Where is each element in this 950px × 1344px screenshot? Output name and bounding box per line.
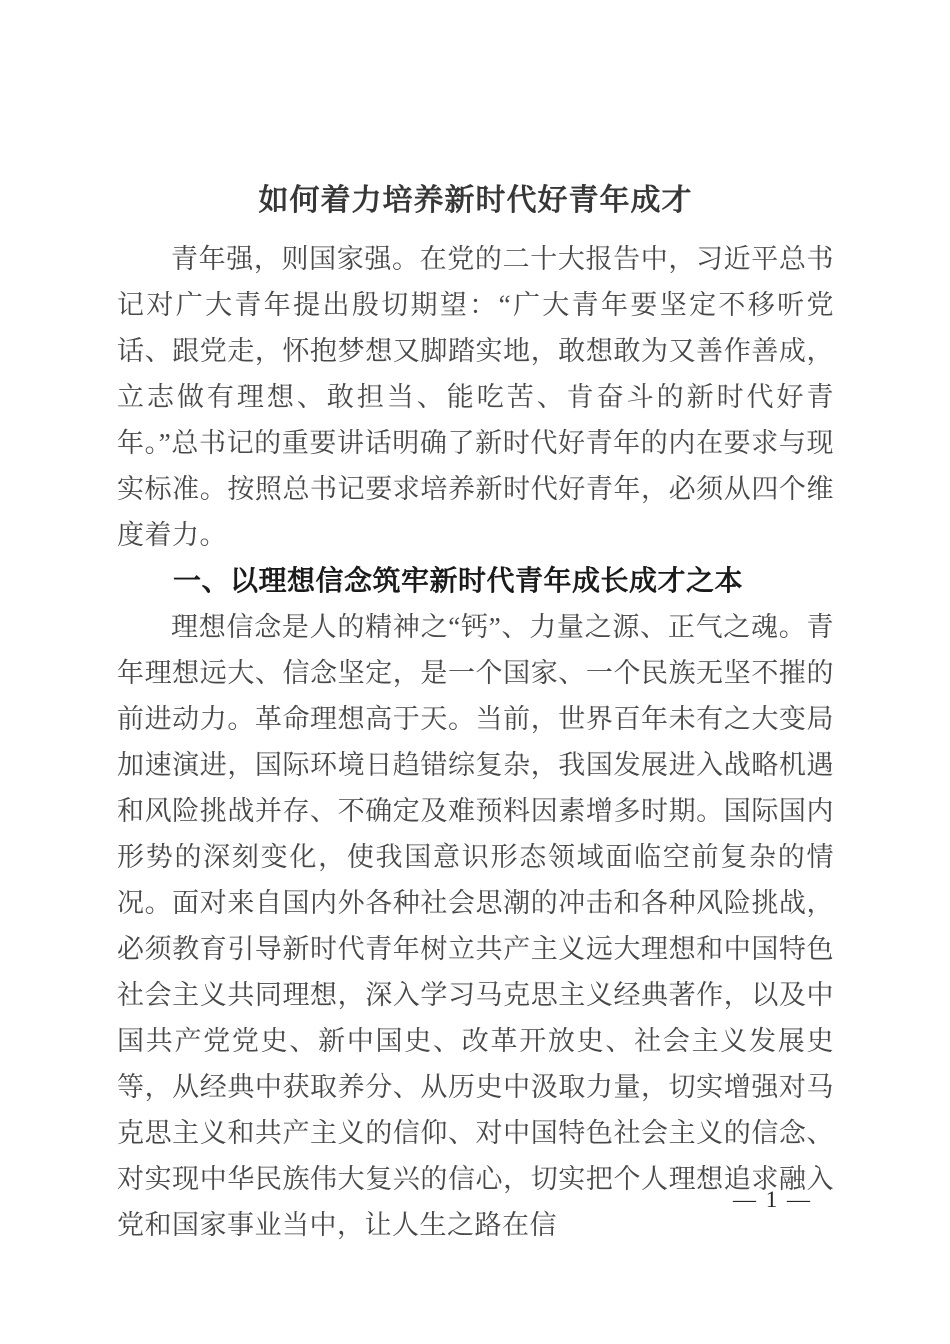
document-title: 如何着力培养新时代好青年成才 bbox=[258, 184, 693, 217]
document-content bbox=[117, 183, 834, 1248]
intro-paragraph: 青年强，则国家强。在党的二十大报告中，习近平总书记对广大青年提出殷切期望：“广大青年要坚定不移听党话、跟党走，怀抱梦想又脚踏实地，敢想敢为又善作善成，立志做有理想、敢担当、能吃苦、肯奋斗的新时代好青年。”总书记的重要讲话明确了新时代好青年的内在要求与现实标准。按照总书记要求培养新时代好青年，必须从四个维度着力。 bbox=[117, 244, 834, 550]
section-1-paragraph: 理想信念是人的精神之“钙”、力量之源、正气之魂。青年理想远大、信念坚定，是一个国家、一个民族无坚不摧的前进动力。革命理想高于天。当前，世界百年未有之大变局加速演进，国际环境日趋错综复杂，我国发展进入战略机遇和风险挑战并存、不确定及难预料因素增多时期。国际国内形势的深刻变化，使我国意识形态领域面临空前复杂的情况。面对来自国内外各种社会思潮的冲击和各种风险挑战，必须教育引导新时代青年树立共产主义远大理想和中国特色社会主义共同理想，深入学习马克思主义经典著作，以及中国共产党党史、新中国史、改革开放史、社会主义发展史等，从经典中获取养分、从历史中汲取力量，切实增强对马克思主义和共产主义的信仰、对中国特色社会主义的信念、对实现中华民族伟大复兴的信心，切实把个人理想追求融入党和国家事业当中，让人生之路在信 bbox=[117, 612, 834, 1240]
section-1-heading: 一、以理想信念筑牢新时代青年成长成才之本 bbox=[173, 565, 744, 596]
page-number: — 1 — bbox=[733, 1187, 812, 1212]
